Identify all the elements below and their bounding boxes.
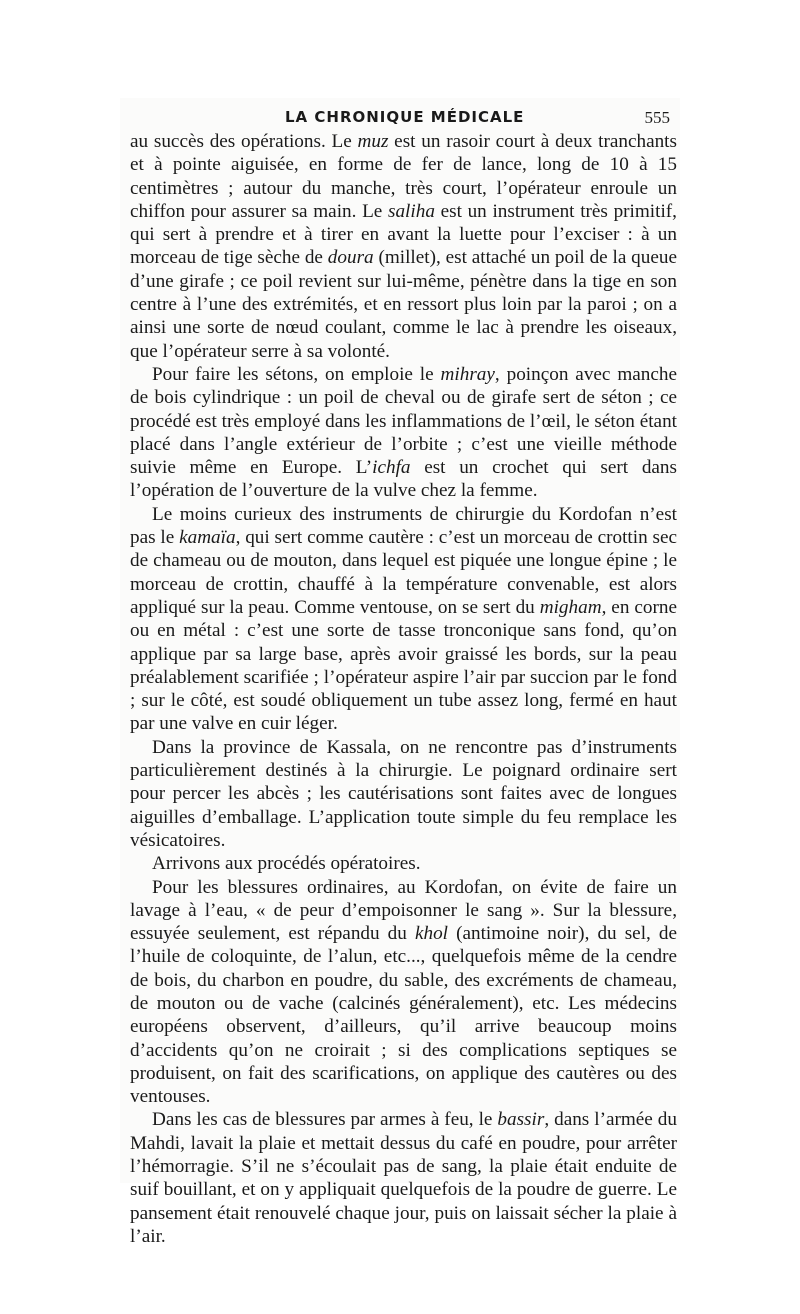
paragraph — [130, 876, 677, 1109]
paragraph — [130, 130, 677, 363]
italic-term: muz — [357, 131, 389, 152]
text-run: , qui sert comme cautère : c’est un morceau de crottin sec de chameau ou de mouton, dans lequel est piquée une longue épine ; le morceau de crottin, chauffé à la température convenable, est alors appliqué sur la peau. Comme ventouse, on se sert du — [130, 527, 677, 618]
paragraph — [130, 1108, 677, 1248]
italic-term: saliha — [388, 200, 435, 222]
italic-term: khol — [414, 923, 448, 945]
text-run: (antimoine noir), du sel, de l’huile de coloquinte, de l’alun, etc..., quelquefois même de la cendre de bois, du charbon en poudre, du sable, des excréments de chameau, de mouton ou de vache (calcinés généralement), etc. Les médecins européens observent, d’ailleurs, qu’il arrive beaucoup moins d’accidents qu’on ne croirait ; si des complications septiques se produisent, on fait des scarifications, on applique des cautères ou des ventouses. — [130, 923, 678, 1108]
text-run: Arrivons aux procédés opératoires. — [152, 853, 421, 875]
running-head — [120, 108, 680, 128]
text-run: , poinçon avec manche de bois cylindrique : un poil de cheval ou de girafe sert de séton ; ce procédé est très employé dans les inflammations de l’œil, le séton étant placé dans l’angle extérieur de l’orbite ; c’est une vieille méthode suivie même en Europe. L’ — [130, 363, 677, 479]
text-run: Pour faire les sétons, on emploie le — [152, 363, 441, 385]
italic-term: doura — [327, 247, 374, 269]
text-run: est un crochet qui sert dans l’opération de l’ouverture de la vulve chez la femme. — [130, 457, 677, 502]
text-run: Dans la province de Kassala, on ne rencontre pas d’instruments particulièrement destinés à la chirurgie. Le poignard ordinaire sert pour percer les abcès ; les cautérisations sont faites avec de longues aiguilles d’emballage. L’application toute simple du feu remplace les vésicatoires. — [130, 736, 677, 851]
text-run: est un rasoir court à deux tranchants et à pointe aiguisée, en forme de fer de lance, long de 10 à 15 centimètres ; autour du manche, très court, l’opérateur enroule un chiffon pour assurer sa main. Le — [130, 131, 677, 222]
italic-term: ichfa — [372, 457, 411, 479]
page-number: 555 — [644, 108, 670, 127]
italic-term: bassir — [497, 1109, 545, 1131]
text-run: est un instrument très primitif, qui sert à prendre et à tirer en avant la luette pour l’exciser : à un morceau de tige sèche de — [130, 200, 677, 269]
text-run: Pour les blessures ordinaires, au Kordofan, on évite de faire un lavage à l’eau, « de peur d’empoisonner le sang ». Sur la blessure, essuyée seulement, est répandu du — [130, 876, 677, 945]
paragraph — [130, 852, 677, 875]
book-page — [120, 98, 680, 1247]
paragraph — [130, 736, 677, 852]
text-run: , dans l’armée du Mahdi, lavait la plaie et mettait dessus du café en poudre, pour arrêter l’hémorragie. S’il ne s’écoulait pas de sang, la plaie était enduite de suif bouillant, et on y appliquait quelquefois de la poudre de guerre. Le pansement était renouvelé chaque jour, puis on laissait sécher la plaie à l’air. — [130, 1109, 677, 1247]
text-run: (millet), est attaché un poil de la queue d’une girafe ; ce poil revient sur lui-même, pénètre dans la tige en son centre à l’une des extrémités, et en ressort plus loin par la paroi ; on a ainsi une sorte de nœud coulant, comme le lac à prendre les oiseaux, que l’opérateur serre à sa volonté. — [130, 247, 677, 362]
body-text — [130, 130, 677, 1248]
italic-term: mihray — [440, 363, 495, 385]
text-run: Le moins curieux des instruments de chirurgie du Kordofan n’est pas le — [130, 503, 677, 549]
running-title: LA CHRONIQUE MÉDICALE — [285, 108, 525, 126]
paragraph — [130, 503, 677, 736]
italic-term: migham — [539, 596, 602, 618]
text-run: au succès des opérations. Le — [130, 131, 358, 152]
text-run: Dans les cas de blessures par armes à feu, le — [152, 1109, 498, 1131]
italic-term: kamaïa — [179, 527, 236, 549]
text-run: , en corne ou en métal : c’est une sorte de tasse tronconique sans fond, qu’on applique par sa large base, après avoir graissé les bords, sur la peau préalablement scarifiée ; l’opérateur aspire l’air par succion par le fond ; sur le côté, est soudé obliquement un tube assez long, fermé en haut par une valve en cuir léger. — [130, 596, 677, 735]
paragraph — [130, 363, 677, 503]
